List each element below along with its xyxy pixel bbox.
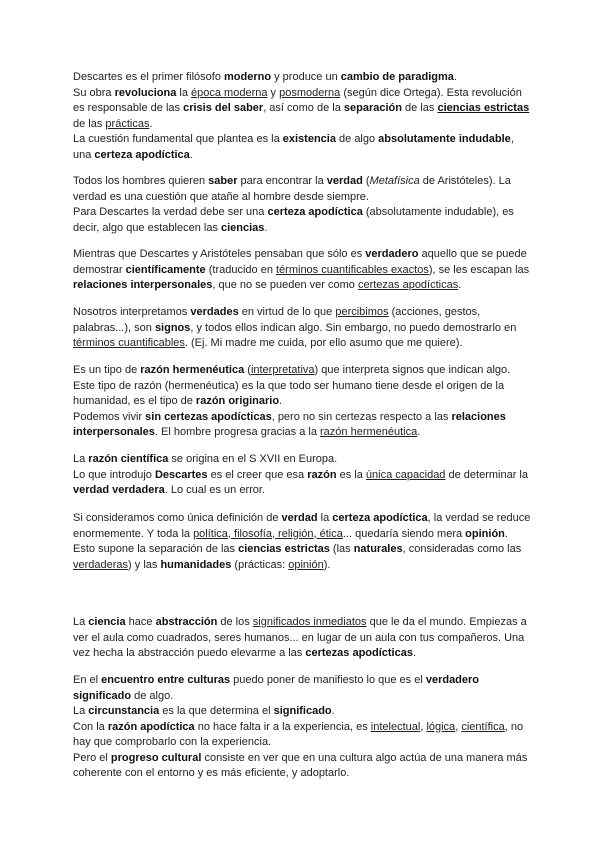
text-segment: La <box>73 705 89 717</box>
text-segment: Podemos vivir <box>73 410 146 423</box>
text-segment: hace <box>125 616 156 628</box>
text-segment: certeza apodíctica <box>332 512 428 524</box>
text-segment: Para Descartes la verdad debe ser una <box>73 206 268 218</box>
text-segment: absolutamente indudable <box>378 133 511 145</box>
text-segment: verdadero significado <box>73 674 480 702</box>
text-segment: certezas apodícticas <box>305 647 413 659</box>
text-segment: . <box>417 426 421 438</box>
text-segment: no hace falta ir a la experiencia, es <box>194 720 371 733</box>
text-line <box>73 305 533 352</box>
text-line <box>73 132 533 163</box>
paragraph-razon-hermeneutica <box>73 363 533 441</box>
text-segment: ciencias estrictas <box>238 543 330 555</box>
paragraph-descartes-intro <box>73 70 533 163</box>
text-segment: Su obra <box>73 86 115 99</box>
text-segment: ... quedaría siendo mera <box>342 527 466 540</box>
text-segment: ( <box>244 364 251 376</box>
text-segment: ciencias <box>221 221 265 234</box>
text-segment: razón apodíctica <box>107 720 195 733</box>
text-segment: , no hay que comprobarlo con la experiencia. <box>73 720 524 748</box>
text-segment: , consideradas como las <box>402 543 522 555</box>
text-segment: , <box>420 720 427 733</box>
text-segment: percibimos <box>335 306 389 318</box>
text-line <box>73 615 533 662</box>
text-segment: consiste en ver que en una cultura algo actúa de una manera más coherente con el entorno y es más eficiente, y adoptarlo. <box>73 751 528 779</box>
text-segment: (las <box>329 543 354 555</box>
text-segment: (según dice Ortega). Esta revolución es responsable de las <box>73 86 522 114</box>
text-segment: progreso cultural <box>110 751 202 764</box>
text-segment: . <box>189 148 193 161</box>
text-segment: ciencias estrictas <box>437 102 530 114</box>
text-segment: relaciones interpersonales <box>73 410 506 438</box>
text-line <box>73 410 533 441</box>
text-segment: es la <box>336 468 366 481</box>
text-segment: política, filosofía, religión, ética <box>193 527 343 540</box>
text-segment: , una <box>73 133 514 161</box>
text-segment: (prácticas: <box>231 558 289 571</box>
text-segment: de algo. <box>131 689 174 702</box>
text-segment: que le da el mundo. Empiezas a ver el aula como cuadrados, seres humanos... en lugar de un aula con tus compañeros. Una vez hecha la abstracción puedo elevarme a las <box>73 616 527 659</box>
text-segment: razón <box>307 468 337 481</box>
text-segment: se origina en el S XVII en Europa. <box>168 453 338 465</box>
text-segment: revoluciona <box>114 86 177 99</box>
text-segment: verdad verdadera <box>73 484 165 496</box>
text-segment: . <box>149 117 153 130</box>
text-segment: y <box>267 86 280 99</box>
text-segment: En el <box>73 674 102 686</box>
text-segment: Con la <box>73 720 108 733</box>
text-segment: época moderna <box>191 86 268 99</box>
text-segment: posmoderna <box>279 86 341 99</box>
text-segment: Metafísica <box>369 175 420 187</box>
text-segment: (acciones, gestos, palabras...), son <box>73 306 481 334</box>
text-segment: Nosotros interpretamos <box>73 306 191 318</box>
text-segment: Lo que introdujo <box>73 468 155 481</box>
text-segment: crisis del saber <box>183 102 264 114</box>
text-segment: . <box>453 71 457 83</box>
text-segment: certezas apodícticas <box>357 279 459 291</box>
paragraph-verdad <box>73 174 533 236</box>
text-segment: científicamente <box>125 263 206 276</box>
text-line <box>73 720 533 751</box>
text-segment: y produce un <box>271 71 341 83</box>
text-segment: razón hermenéutica <box>320 426 418 438</box>
text-line <box>73 363 533 410</box>
text-line <box>73 86 533 133</box>
text-segment: . <box>264 221 268 234</box>
text-segment: significados inmediatos <box>252 616 367 628</box>
text-segment: ciencia <box>88 616 126 628</box>
text-segment: Pero el <box>73 751 111 764</box>
text-line <box>73 673 533 704</box>
text-segment: encuentro entre culturas <box>101 674 231 686</box>
text-segment: signos <box>154 321 191 334</box>
text-segment: interpretativa <box>250 364 315 376</box>
text-segment: ) que interpreta signos que indican algo. Este tipo de razón (hermenéutica) es la que todo ser humano tiene desde el origen de la humanidad, es el tipo de <box>73 364 511 407</box>
text-segment: Todos los hombres quieren <box>73 175 209 187</box>
text-segment: , y todos ellos indican algo. Sin embargo, no puedo demostrarlo en <box>190 321 517 334</box>
text-segment: términos cuantificables exactos <box>276 263 429 276</box>
text-segment: verdadero <box>365 248 419 260</box>
text-segment: intelectual <box>370 720 421 733</box>
text-segment: . <box>412 647 417 659</box>
text-segment: para encontrar la <box>237 175 327 187</box>
text-line <box>73 704 533 720</box>
text-segment: naturales <box>353 543 403 555</box>
text-segment: en virtud de lo que <box>238 306 336 318</box>
text-segment: razón hermenéutica <box>140 364 245 376</box>
text-segment: . El hombre progresa gracias a la <box>154 426 321 438</box>
text-segment: prácticas <box>105 117 150 130</box>
text-segment: . <box>279 395 283 407</box>
text-segment: de algo <box>335 133 379 145</box>
text-line <box>73 205 533 236</box>
text-segment: de determinar la <box>445 468 528 481</box>
text-segment: , pero no sin certezas respecto a las <box>271 410 452 423</box>
text-segment: saber <box>208 175 238 187</box>
text-segment: aquello que se puede demostrar <box>73 248 527 276</box>
text-segment: (absolutamente indudable), es decir, algo que establecen las <box>73 206 514 234</box>
text-segment: de las <box>402 102 438 114</box>
text-segment: , así como de la <box>263 102 344 114</box>
text-segment: verdad <box>326 175 363 187</box>
text-segment: opinión <box>465 527 505 540</box>
text-segment: . <box>458 279 462 291</box>
text-line <box>73 511 533 542</box>
text-segment: , que no se pueden ver como <box>212 279 358 291</box>
text-segment: razón originario <box>195 395 280 407</box>
text-segment: puedo poner de manifiesto lo que es el <box>230 674 426 686</box>
text-line <box>73 247 533 294</box>
text-segment: la <box>176 86 192 99</box>
text-segment: verdad <box>281 512 318 524</box>
text-segment: (traducido en <box>205 263 276 276</box>
text-segment: es la que determina el <box>159 705 274 717</box>
text-segment: humanidades <box>160 558 232 571</box>
text-segment: existencia <box>282 133 336 145</box>
paragraph-razon-cientifica <box>73 452 533 499</box>
text-segment: términos cuantificables <box>73 337 185 349</box>
text-segment: cambio de paradigma <box>340 71 454 83</box>
text-segment: certeza apodíctica <box>94 148 190 161</box>
text-segment: Es un tipo de <box>73 364 141 376</box>
text-segment: Mientras que Descartes y Aristóteles pensaban que sólo es <box>73 248 366 260</box>
text-segment: ). <box>323 558 331 571</box>
text-line <box>73 452 533 468</box>
text-segment: opinión <box>288 558 324 571</box>
text-segment: . Lo cual es un error. <box>164 484 265 496</box>
text-segment: La <box>73 616 89 628</box>
text-segment: moderno <box>224 71 272 83</box>
text-segment: Descartes es el primer filósofo <box>73 71 224 83</box>
text-line <box>73 174 533 205</box>
paragraph-definicion-verdad <box>73 511 533 573</box>
text-segment: . <box>504 527 508 540</box>
paragraph-interpretamos <box>73 305 533 352</box>
text-segment: ), se les escapan las <box>428 263 530 276</box>
text-segment: La cuestión fundamental que plantea es la <box>73 133 283 145</box>
paragraph-abstraccion <box>73 615 533 662</box>
text-segment: científica <box>461 720 505 733</box>
text-segment: , <box>455 720 462 733</box>
text-segment: La <box>73 453 89 465</box>
text-segment: de los <box>217 616 253 628</box>
text-segment: separación <box>343 102 402 114</box>
text-line <box>73 751 533 782</box>
text-segment: , la verdad se reduce enormemente. Y toda la <box>73 512 531 540</box>
text-segment: de las <box>73 117 106 130</box>
text-segment: ) y las <box>128 558 161 571</box>
paragraph-cientificamente <box>73 247 533 294</box>
paragraph-encuentro-culturas <box>73 673 533 782</box>
text-line <box>73 70 533 86</box>
text-segment: ( <box>362 175 370 187</box>
text-line <box>73 542 533 573</box>
text-segment: Si consideramos como única definición de <box>73 512 282 524</box>
text-segment: . <box>331 705 335 717</box>
text-segment: verdaderas <box>73 558 129 571</box>
text-segment: la <box>317 512 333 524</box>
text-segment: certeza apodíctica <box>267 206 363 218</box>
text-segment: de Aristóteles). La verdad es una cuestión que atañe al hombre desde siempre. <box>73 175 511 203</box>
text-segment: Esto supone la separación de las <box>73 543 239 555</box>
text-segment: circunstancia <box>88 705 160 717</box>
text-segment: significado <box>273 705 332 717</box>
text-segment: razón científica <box>88 453 169 465</box>
text-segment: es el creer que esa <box>207 468 308 481</box>
text-segment: . (Ej. Mi madre me cuida, por ello asumo que me quiere). <box>184 337 463 349</box>
text-segment: abstracción <box>155 616 218 628</box>
text-segment: verdades <box>190 306 239 318</box>
text-segment: única capacidad <box>365 468 446 481</box>
text-segment: lógica <box>426 720 456 733</box>
text-segment: sin certezas apodícticas <box>145 410 272 423</box>
text-line <box>73 468 533 499</box>
text-segment: Descartes <box>154 468 208 481</box>
text-segment: relaciones interpersonales <box>73 279 213 291</box>
